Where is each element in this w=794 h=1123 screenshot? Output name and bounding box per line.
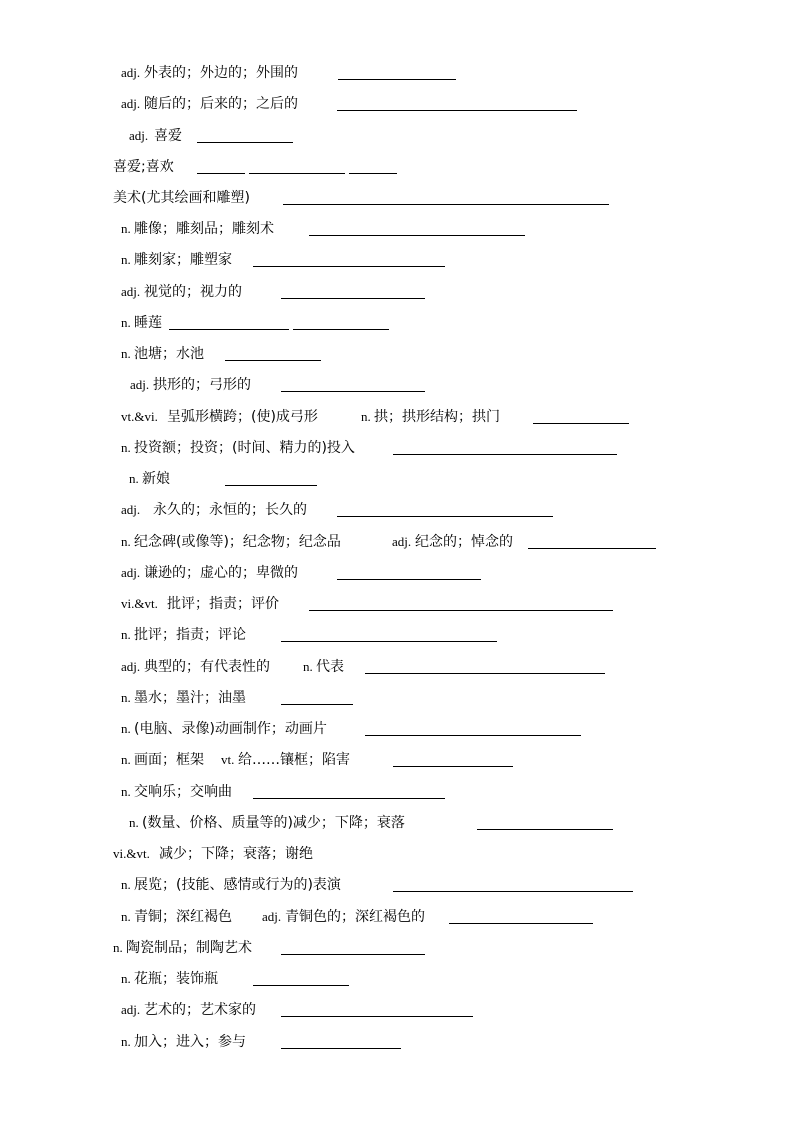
pos-label: adj. [121, 502, 141, 517]
definition: 睡莲 [134, 315, 162, 331]
answer-blank[interactable] [349, 173, 397, 174]
answer-blank[interactable] [393, 766, 513, 767]
pos-label: vi.&vt. [113, 846, 150, 861]
answer-blank[interactable] [449, 923, 593, 924]
definition: 减少；下降；衰落；谢绝 [159, 846, 313, 862]
definition: 谦逊的；虚心的；卑微的 [144, 565, 298, 581]
pos-label: adj. [130, 377, 150, 392]
definition: 交响乐；交响曲 [134, 784, 232, 800]
definition: 花瓶；装饰瓶 [134, 971, 218, 987]
definition: (电脑、录像)动画制作；动画片 [134, 721, 327, 737]
answer-blank[interactable] [393, 891, 633, 892]
pos-label: n. [121, 721, 131, 736]
definition: 喜爱 [154, 128, 182, 144]
definition: 批评；指责；评论 [134, 627, 246, 643]
pos-label: n. [121, 315, 131, 330]
answer-blank[interactable] [281, 391, 425, 392]
definition: 雕像；雕刻品；雕刻术 [134, 221, 274, 237]
definition: 艺术的；艺术家的 [144, 1002, 256, 1018]
definition: 代表 [316, 659, 344, 675]
answer-blank[interactable] [249, 173, 345, 174]
pos-label: n. [121, 346, 131, 361]
answer-blank[interactable] [169, 329, 289, 330]
definition: 批评；指责；评价 [167, 596, 279, 612]
definition: 随后的；后来的；之后的 [144, 96, 298, 112]
pos-label: vi.&vt. [121, 596, 158, 611]
pos-label: adj. [262, 909, 282, 924]
pos-label: n. [121, 440, 131, 455]
definition: 喜爱;喜欢 [113, 159, 174, 175]
pos-label: adj. [392, 534, 412, 549]
answer-blank[interactable] [197, 142, 293, 143]
definition: 加入；进入；参与 [134, 1034, 246, 1050]
pos-label: n. [121, 1034, 131, 1049]
pos-label: n. [303, 659, 313, 674]
definition: 拱；拱形结构；拱门 [374, 409, 500, 425]
pos-label: n. [121, 784, 131, 799]
pos-label: n. [129, 815, 139, 830]
definition: 拱形的；弓形的 [153, 377, 251, 393]
answer-blank[interactable] [281, 298, 425, 299]
answer-blank[interactable] [225, 485, 317, 486]
answer-blank[interactable] [477, 829, 613, 830]
pos-label: n. [121, 627, 131, 642]
definition: 外表的；外边的；外围的 [144, 65, 298, 81]
answer-blank[interactable] [253, 266, 445, 267]
answer-blank[interactable] [337, 110, 577, 111]
pos-label: n. [129, 471, 139, 486]
definition: 给……镶框；陷害 [238, 752, 350, 768]
pos-label: n. [121, 221, 131, 236]
pos-label: adj. [121, 565, 141, 580]
definition: 视觉的；视力的 [144, 284, 242, 300]
answer-blank[interactable] [281, 704, 353, 705]
answer-blank[interactable] [365, 735, 581, 736]
answer-blank[interactable] [281, 1048, 401, 1049]
definition: 典型的；有代表性的 [144, 659, 270, 675]
pos-label: adj. [121, 659, 141, 674]
definition: 展览；(技能、感情或行为的)表演 [134, 877, 341, 893]
pos-label: n. [361, 409, 371, 424]
definition: 永久的；永恒的；长久的 [153, 502, 307, 518]
answer-blank[interactable] [338, 79, 456, 80]
definition: 画面；框架 [134, 752, 204, 768]
definition: 美术(尤其绘画和雕塑) [113, 190, 250, 206]
pos-label: adj. [121, 1002, 141, 1017]
answer-blank[interactable] [533, 423, 629, 424]
pos-label: adj. [121, 96, 141, 111]
pos-label: adj. [121, 284, 141, 299]
pos-label: n. [121, 752, 131, 767]
definition: 陶瓷制品；制陶艺术 [126, 940, 252, 956]
answer-blank[interactable] [337, 516, 553, 517]
pos-label: vt.&vi. [121, 409, 158, 424]
definition: 青铜色的；深红褐色的 [285, 909, 425, 925]
pos-label: n. [121, 252, 131, 267]
answer-blank[interactable] [283, 204, 609, 205]
pos-label: adj. [129, 128, 149, 143]
definition: 呈弧形横跨；(使)成弓形 [167, 409, 318, 425]
definition: 纪念的；悼念的 [415, 534, 513, 550]
answer-blank[interactable] [225, 360, 321, 361]
answer-blank[interactable] [309, 610, 613, 611]
pos-label: n. [113, 940, 123, 955]
definition: 青铜；深红褐色 [134, 909, 232, 925]
pos-label: vt. [221, 752, 235, 767]
pos-label: n. [121, 690, 131, 705]
answer-blank[interactable] [528, 548, 656, 549]
definition: 纪念碑(或像等)；纪念物；纪念品 [134, 534, 341, 550]
answer-blank[interactable] [281, 1016, 473, 1017]
definition: 新娘 [142, 471, 170, 487]
pos-label: n. [121, 534, 131, 549]
answer-blank[interactable] [393, 454, 617, 455]
pos-label: n. [121, 877, 131, 892]
answer-blank[interactable] [365, 673, 605, 674]
answer-blank[interactable] [309, 235, 525, 236]
definition: 投资额；投资；(时间、精力的)投入 [134, 440, 355, 456]
pos-label: n. [121, 971, 131, 986]
definition: 池塘；水池 [134, 346, 204, 362]
answer-blank[interactable] [253, 985, 349, 986]
answer-blank[interactable] [293, 329, 389, 330]
definition: 墨水；墨汁；油墨 [134, 690, 246, 706]
answer-blank[interactable] [253, 798, 445, 799]
definition: (数量、价格、质量等的)减少；下降；衰落 [142, 815, 405, 831]
pos-label: n. [121, 909, 131, 924]
answer-blank[interactable] [281, 641, 497, 642]
pos-label: adj. [121, 65, 141, 80]
answer-blank[interactable] [337, 579, 481, 580]
answer-blank[interactable] [281, 954, 425, 955]
answer-blank[interactable] [197, 173, 245, 174]
definition: 雕刻家；雕塑家 [134, 252, 232, 268]
